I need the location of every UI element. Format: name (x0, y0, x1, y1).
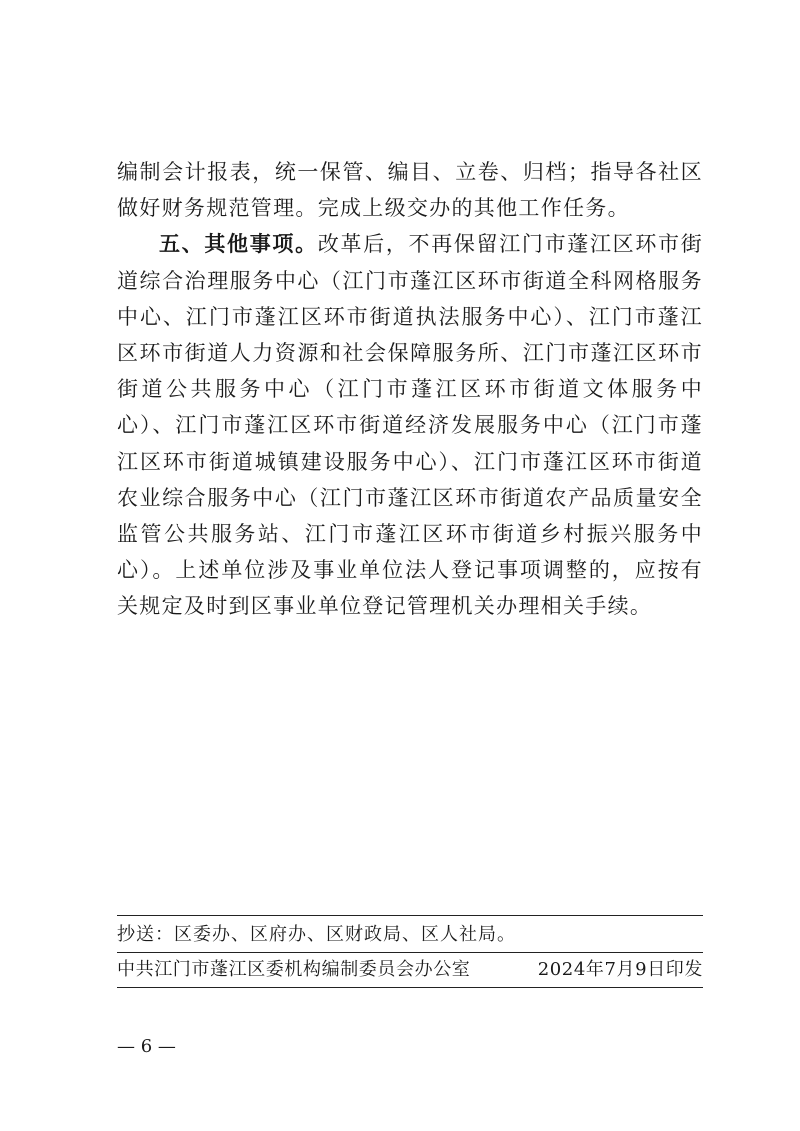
section-five-text: 改革后，不再保留江门市蓬江区环市街道综合治理服务中心（江门市蓬江区环市街道全科网格服务中心、江门市蓬江区环市街道执法服务中心）、江门市蓬江区环市街道人力资源和社会保障服务所、江门市蓬江区环市街道公共服务中心（江门市蓬江区环市街道文体服务中心）、江门市蓬江区环市街道经济发展服务中心（江门市蓬江区环市街道城镇建设服务中心）、江门市蓬江区环市街道农业综合服务中心（江门市蓬江区环市街道农产品质量安全监管公共服务站、江门市蓬江区环市街道乡村振兴服务中心）。上述单位涉及事业单位法人登记事项调整的，应按有关规定及时到区事业单位登记管理机关办理相关手续。 (117, 232, 703, 619)
footer-top-rule (117, 915, 703, 916)
continuation-paragraph: 编制会计报表，统一保管、编目、立卷、归档；指导各社区做好财务规范管理。完成上级交办的其他工作任务。 (117, 160, 703, 221)
section-five-heading: 五、其他事项。 (159, 232, 318, 257)
issuing-office: 中共江门市蓬江区委机构编制委员会办公室 (117, 959, 471, 980)
footer-bottom-rule (117, 987, 703, 988)
issue-date: 2024年7月9日印发 (537, 959, 703, 980)
page-number: — 6 — (117, 1036, 176, 1057)
issuer-line (117, 957, 703, 983)
footer-middle-rule (117, 952, 703, 953)
section-five-paragraph (117, 226, 703, 624)
cc-recipients: 抄送：区委办、区府办、区财政局、区人社局。 (117, 924, 516, 945)
body-text (117, 154, 703, 625)
